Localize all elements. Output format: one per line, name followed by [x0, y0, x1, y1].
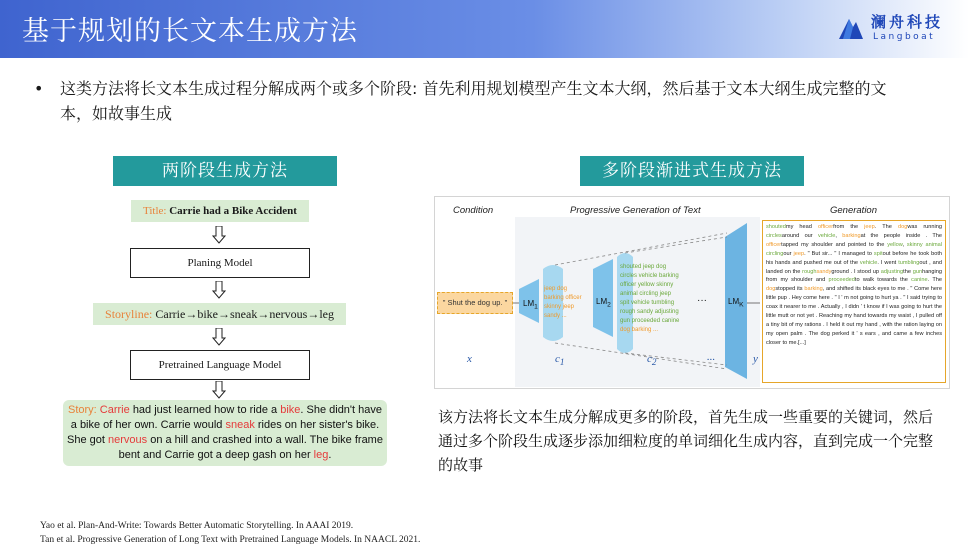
generation-text: my head: [785, 224, 818, 230]
generation-keyword: jeep: [793, 250, 805, 257]
stage1-line: sandy ...: [544, 313, 567, 319]
lmk-sub: K: [739, 301, 744, 309]
story-keyword: sneak: [225, 419, 255, 431]
generation-text: was running: [907, 224, 942, 230]
lm2-label: [596, 297, 611, 309]
logo-text-en: Langboat: [873, 32, 936, 42]
stage2-line: officer yellow skinny: [620, 282, 674, 288]
story-text: rides on her sister's bike. She got: [67, 419, 380, 446]
figure-generation-header: Generation: [830, 205, 878, 216]
lm1-text: LM: [523, 299, 535, 308]
generation-keyword: rough: [802, 268, 817, 275]
story-text: on a hill and crashed into a wall. The bike frame bent and Carrie got a deep gash on her: [118, 434, 383, 461]
title-value: Carrie had a Bike Accident: [169, 205, 297, 217]
arrow-down-icon: [212, 381, 226, 399]
generation-keyword: dog: [766, 286, 776, 293]
generation-keyword: canine: [911, 277, 928, 284]
generation-text: around our: [781, 232, 818, 239]
arrow-down-icon: [212, 281, 226, 299]
story-keyword: bike: [280, 404, 301, 416]
generation-keyword: vehicle: [817, 232, 836, 239]
generation-keyword: adjusting: [880, 268, 904, 275]
stage2-line: circles vehicle barking: [620, 273, 679, 279]
plm-box: Pretrained Language Model: [130, 350, 310, 380]
storyline-key: Storyline:: [105, 307, 153, 321]
story-keyword: Carrie: [99, 404, 130, 416]
figure-condition-header: Condition: [453, 205, 494, 216]
lmk-label: [728, 297, 744, 309]
company-logo: [837, 9, 949, 49]
mountain-logo-icon: [837, 13, 865, 41]
story-box: [63, 400, 387, 466]
stage2-line: animal circling jeep: [620, 291, 672, 297]
title-key: Title:: [143, 205, 167, 217]
generation-keyword: yellow: [887, 241, 903, 248]
arrow-down-icon: [212, 328, 226, 346]
stage1-line: barking officer: [544, 295, 582, 301]
generation-text: . I went: [877, 259, 899, 266]
slide-title: 基于规划的长文本生成方法: [22, 16, 358, 47]
lm1-label: [523, 299, 538, 311]
stage2-line: shouted jeep dog: [620, 264, 667, 270]
input-condition-box: " Shut the dog up. ": [437, 292, 513, 314]
generation-keyword: vehicle: [859, 259, 878, 266]
arrow-down-icon: [212, 226, 226, 244]
stage1-keywords: [544, 285, 594, 321]
storyline-box: [93, 303, 346, 325]
var-c1-text: c: [555, 353, 560, 365]
stage2-line: dog barking ...: [620, 327, 659, 333]
generation-keyword: tumbling: [898, 259, 920, 266]
generation-text-box: [762, 220, 946, 383]
references: [40, 520, 420, 547]
stage2-keywords: [620, 263, 702, 335]
generation-text: ground . I stood up: [831, 268, 881, 275]
story-text: had just learned how to ride a: [132, 404, 278, 416]
generation-text: . The: [874, 224, 898, 230]
var-y: y: [753, 353, 758, 365]
story-text: .: [328, 449, 332, 461]
generation-text: out , and landed on the: [766, 259, 942, 275]
generation-text: . " But sir... " I managed to: [804, 250, 874, 257]
generation-keyword: jeep: [864, 224, 875, 230]
var-c1: [555, 353, 564, 367]
generation-text: ,: [902, 241, 907, 248]
generation-keyword: gun: [912, 268, 923, 275]
progressive-generation-figure: [434, 196, 950, 389]
generation-keyword: officer: [817, 224, 834, 230]
multi-stage-label: 多阶段渐进式生成方法: [580, 156, 804, 186]
two-stage-label: 两阶段生成方法: [113, 156, 337, 186]
var-c2-sub: 2: [651, 357, 657, 368]
generation-keyword: skinny animal circling: [766, 241, 943, 257]
generation-keyword: shouted: [766, 224, 786, 230]
generation-text: ,: [835, 232, 843, 239]
var-x: x: [467, 353, 472, 365]
generation-text: out before he took both his hands and pushed me out of the: [766, 250, 943, 266]
generation-text: to walk towards the: [854, 277, 912, 284]
generation-text: hanging from my shoulder and: [766, 268, 942, 284]
story-keyword: nervous: [108, 434, 148, 446]
stage1-line: skinny jeep: [544, 304, 575, 310]
bullet-point: [34, 76, 918, 126]
generation-text: the: [903, 268, 913, 275]
lmk-text: LM: [728, 297, 740, 306]
generation-keyword: barking: [804, 286, 823, 293]
reference-item: Yao et al. Plan-And-Write: Towards Better Automatic Storytelling. In AAAI 2019.: [40, 521, 354, 531]
generation-keyword: spit: [873, 250, 883, 257]
story-text: . She didn't have a bike of her own. Carrie would: [70, 404, 382, 431]
var-c2-text: c: [647, 353, 652, 365]
generation-keyword: dog: [897, 224, 908, 230]
lm1-sub: 1: [534, 303, 538, 311]
bullet-symbol: •: [34, 79, 44, 98]
figure-progressive-header: Progressive Generation of Text: [570, 205, 701, 216]
slide-header: [0, 0, 969, 58]
var-c1-sub: 1: [559, 357, 565, 368]
stage1-line: jeep dog: [544, 286, 568, 292]
generation-text: at the people inside . The: [860, 232, 943, 239]
generation-keyword: barking: [842, 232, 861, 239]
stage2-line: rough sandy adjusting: [620, 309, 679, 315]
method-description: 该方法将长文本生成分解成更多的阶段，首先生成一些重要的关键词，然后通过多个阶段生成逐步添加细粒度的单词细化生成内容，直到完成一个完整的故事: [438, 408, 934, 474]
bullet-text: 这类方法将长文本生成过程分解成两个或多个阶段: 首先利用规划模型产生文本大纲，然后基于文本大纲生成完整的文本，如故事生成: [60, 79, 887, 123]
storyline-value: Carrie→bike→sneak→nervous→leg: [155, 307, 334, 321]
stage2-line: spit vehicle tumbling: [620, 300, 675, 306]
var-dots: ...: [707, 351, 716, 363]
generation-text: from the: [833, 224, 865, 230]
generation-text: , and shifted its black eyes to me . " Come here little pup . Hey come here . " I ' m not going to hurt ya . " I said trying to coax it nearer to me . Actually , I didn ' t know if I was going to hurt the little mutt or not yet . Reaching my hand towards my waist , I pulled off a tiny bit of my rations . I held it out my hand , with the ration laying on my open palm . The dog perked it ' s ears , and came a few inches closer to me.[...]: [766, 286, 943, 346]
logo-text-cn: 澜舟科技: [871, 13, 944, 31]
generation-text: our: [783, 250, 794, 257]
generation-text: tapped my shoulder and pointed to the: [781, 241, 888, 248]
stage2-line: gun proceeded canine: [620, 318, 680, 324]
planing-model-box: Planing Model: [130, 248, 310, 278]
generation-keyword: circles: [766, 232, 782, 239]
reference-item: Tan et al. Progressive Generation of Long Text with Pretrained Language Models. In NAACL 2021.: [40, 534, 421, 545]
generation-text: . The: [927, 277, 942, 284]
story-keyword: leg: [313, 449, 329, 461]
title-box: [131, 200, 309, 222]
var-c2: [647, 353, 656, 367]
lm2-text: LM: [596, 297, 608, 306]
generation-keyword: officer: [766, 241, 782, 248]
generation-text: stopped its: [775, 286, 805, 293]
generation-keyword: proceeded: [828, 277, 855, 284]
story-key: Story:: [68, 404, 97, 416]
generation-keyword: sandy: [816, 268, 832, 275]
lm2-sub: 2: [607, 301, 611, 309]
lm-dots: ···: [697, 295, 707, 306]
